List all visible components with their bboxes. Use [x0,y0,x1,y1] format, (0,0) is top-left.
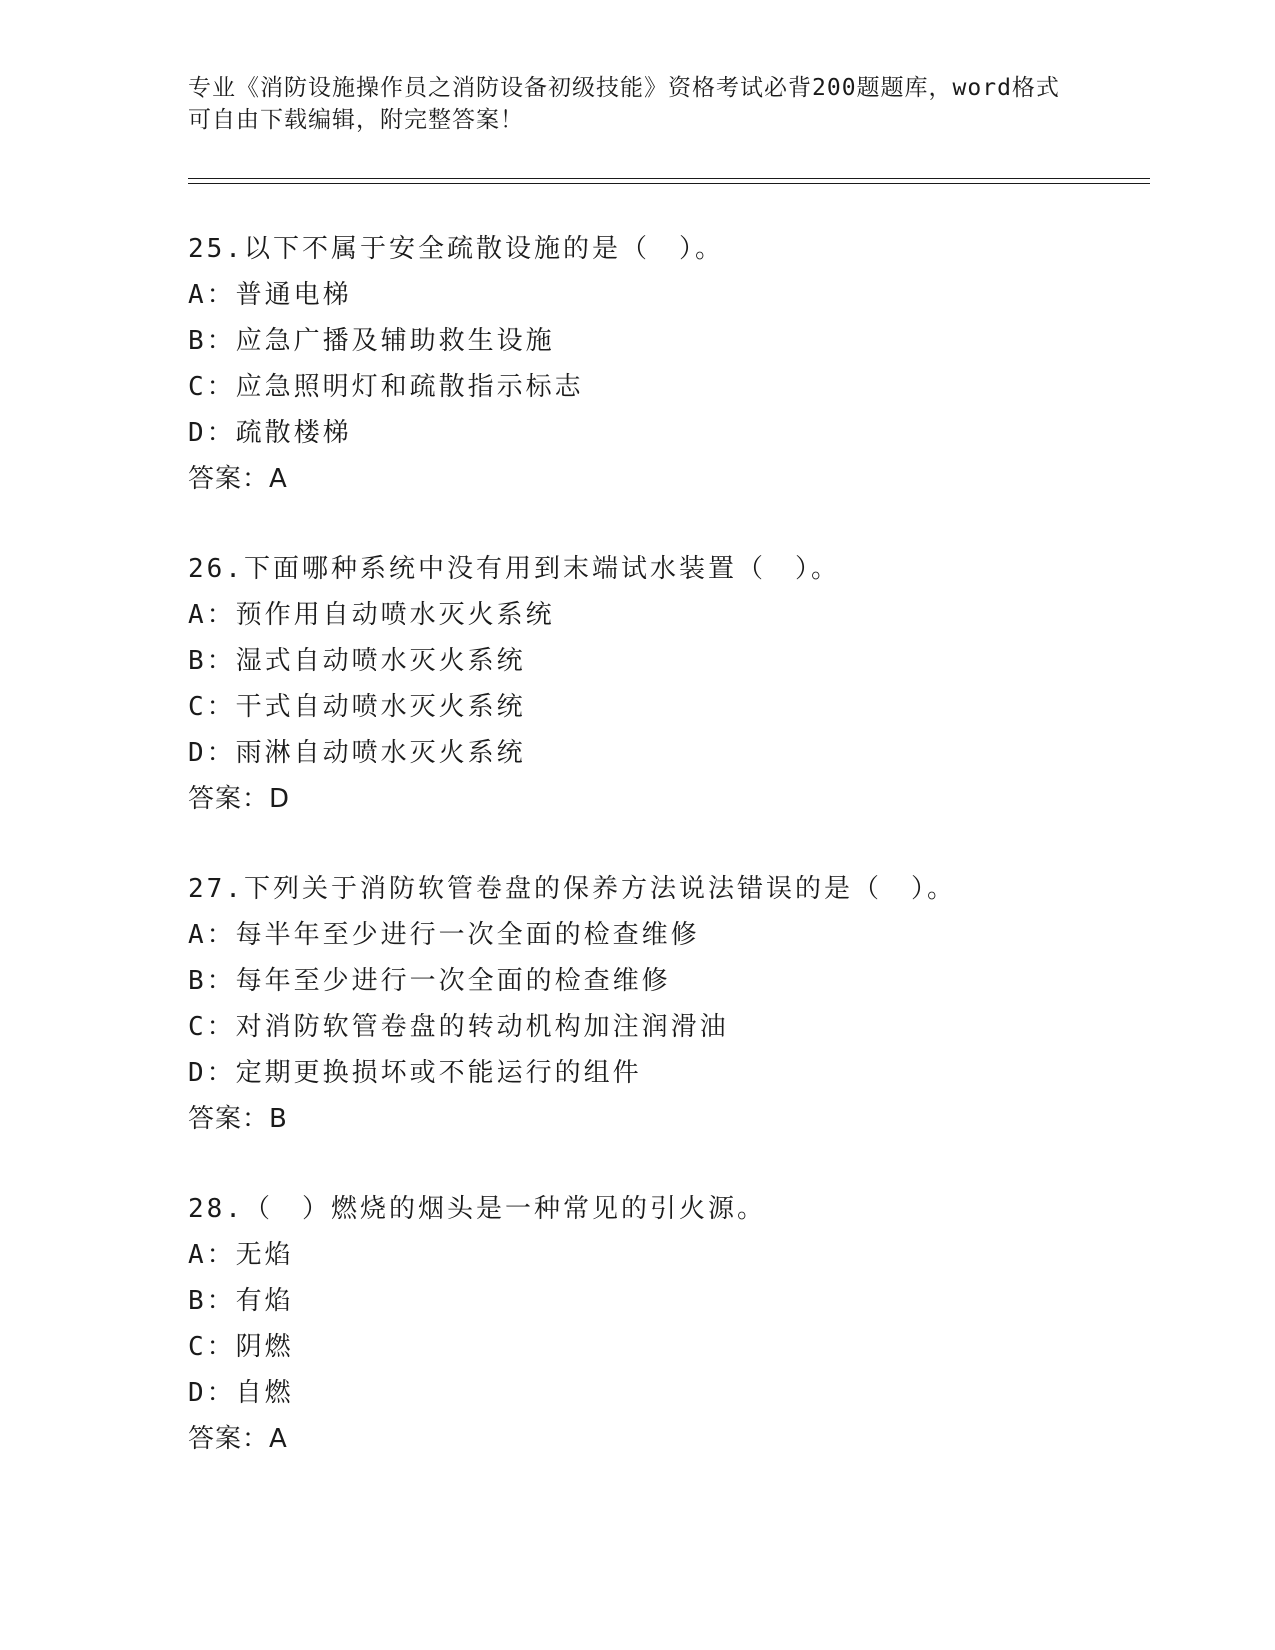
option-a: A：每半年至少进行一次全面的检查维修 [188,920,700,950]
question-stem: 27.下列关于消防软管卷盘的保养方法说法错误的是（ ）。 [188,874,956,904]
answer-line: 答案：A [188,1424,288,1454]
option-a: A：无焰 [188,1240,294,1270]
question-stem: 28.（ ）燃烧的烟头是一种常见的引火源。 [188,1194,766,1224]
answer-line: 答案：D [188,784,291,814]
option-d: D：自燃 [188,1378,294,1408]
question-stem: 25.以下不属于安全疏散设施的是（ ）。 [188,234,724,264]
option-d: D：疏散楼梯 [188,418,352,448]
question-25 [188,226,1148,502]
option-c: C：应急照明灯和疏散指示标志 [188,372,584,402]
option-a: A：预作用自动喷水灭火系统 [188,600,555,630]
option-c: C：阴燃 [188,1332,294,1362]
question-26 [188,546,1148,822]
question-stem: 26.下面哪种系统中没有用到末端试水装置（ ）。 [188,554,840,584]
option-b: B：每年至少进行一次全面的检查维修 [188,966,671,996]
question-28 [188,1186,1148,1462]
header-divider-top [188,178,1150,179]
answer-line: 答案：A [188,464,288,494]
option-b: B：湿式自动喷水灭火系统 [188,646,526,676]
option-d: D：定期更换损坏或不能运行的组件 [188,1058,642,1088]
option-a: A：普通电梯 [188,280,352,310]
option-c: C：干式自动喷水灭火系统 [188,692,526,722]
document-header: 专业《消防设施操作员之消防设备初级技能》资格考试必背200题题库，word格式可自由下载编辑，附完整答案！ [188,75,1060,133]
option-c: C：对消防软管卷盘的转动机构加注润滑油 [188,1012,729,1042]
option-b: B：有焰 [188,1286,294,1316]
option-d: D：雨淋自动喷水灭火系统 [188,738,526,768]
question-27 [188,866,1148,1142]
option-b: B：应急广播及辅助救生设施 [188,326,555,356]
answer-line: 答案：B [188,1104,288,1134]
header-divider-bottom [188,183,1150,184]
